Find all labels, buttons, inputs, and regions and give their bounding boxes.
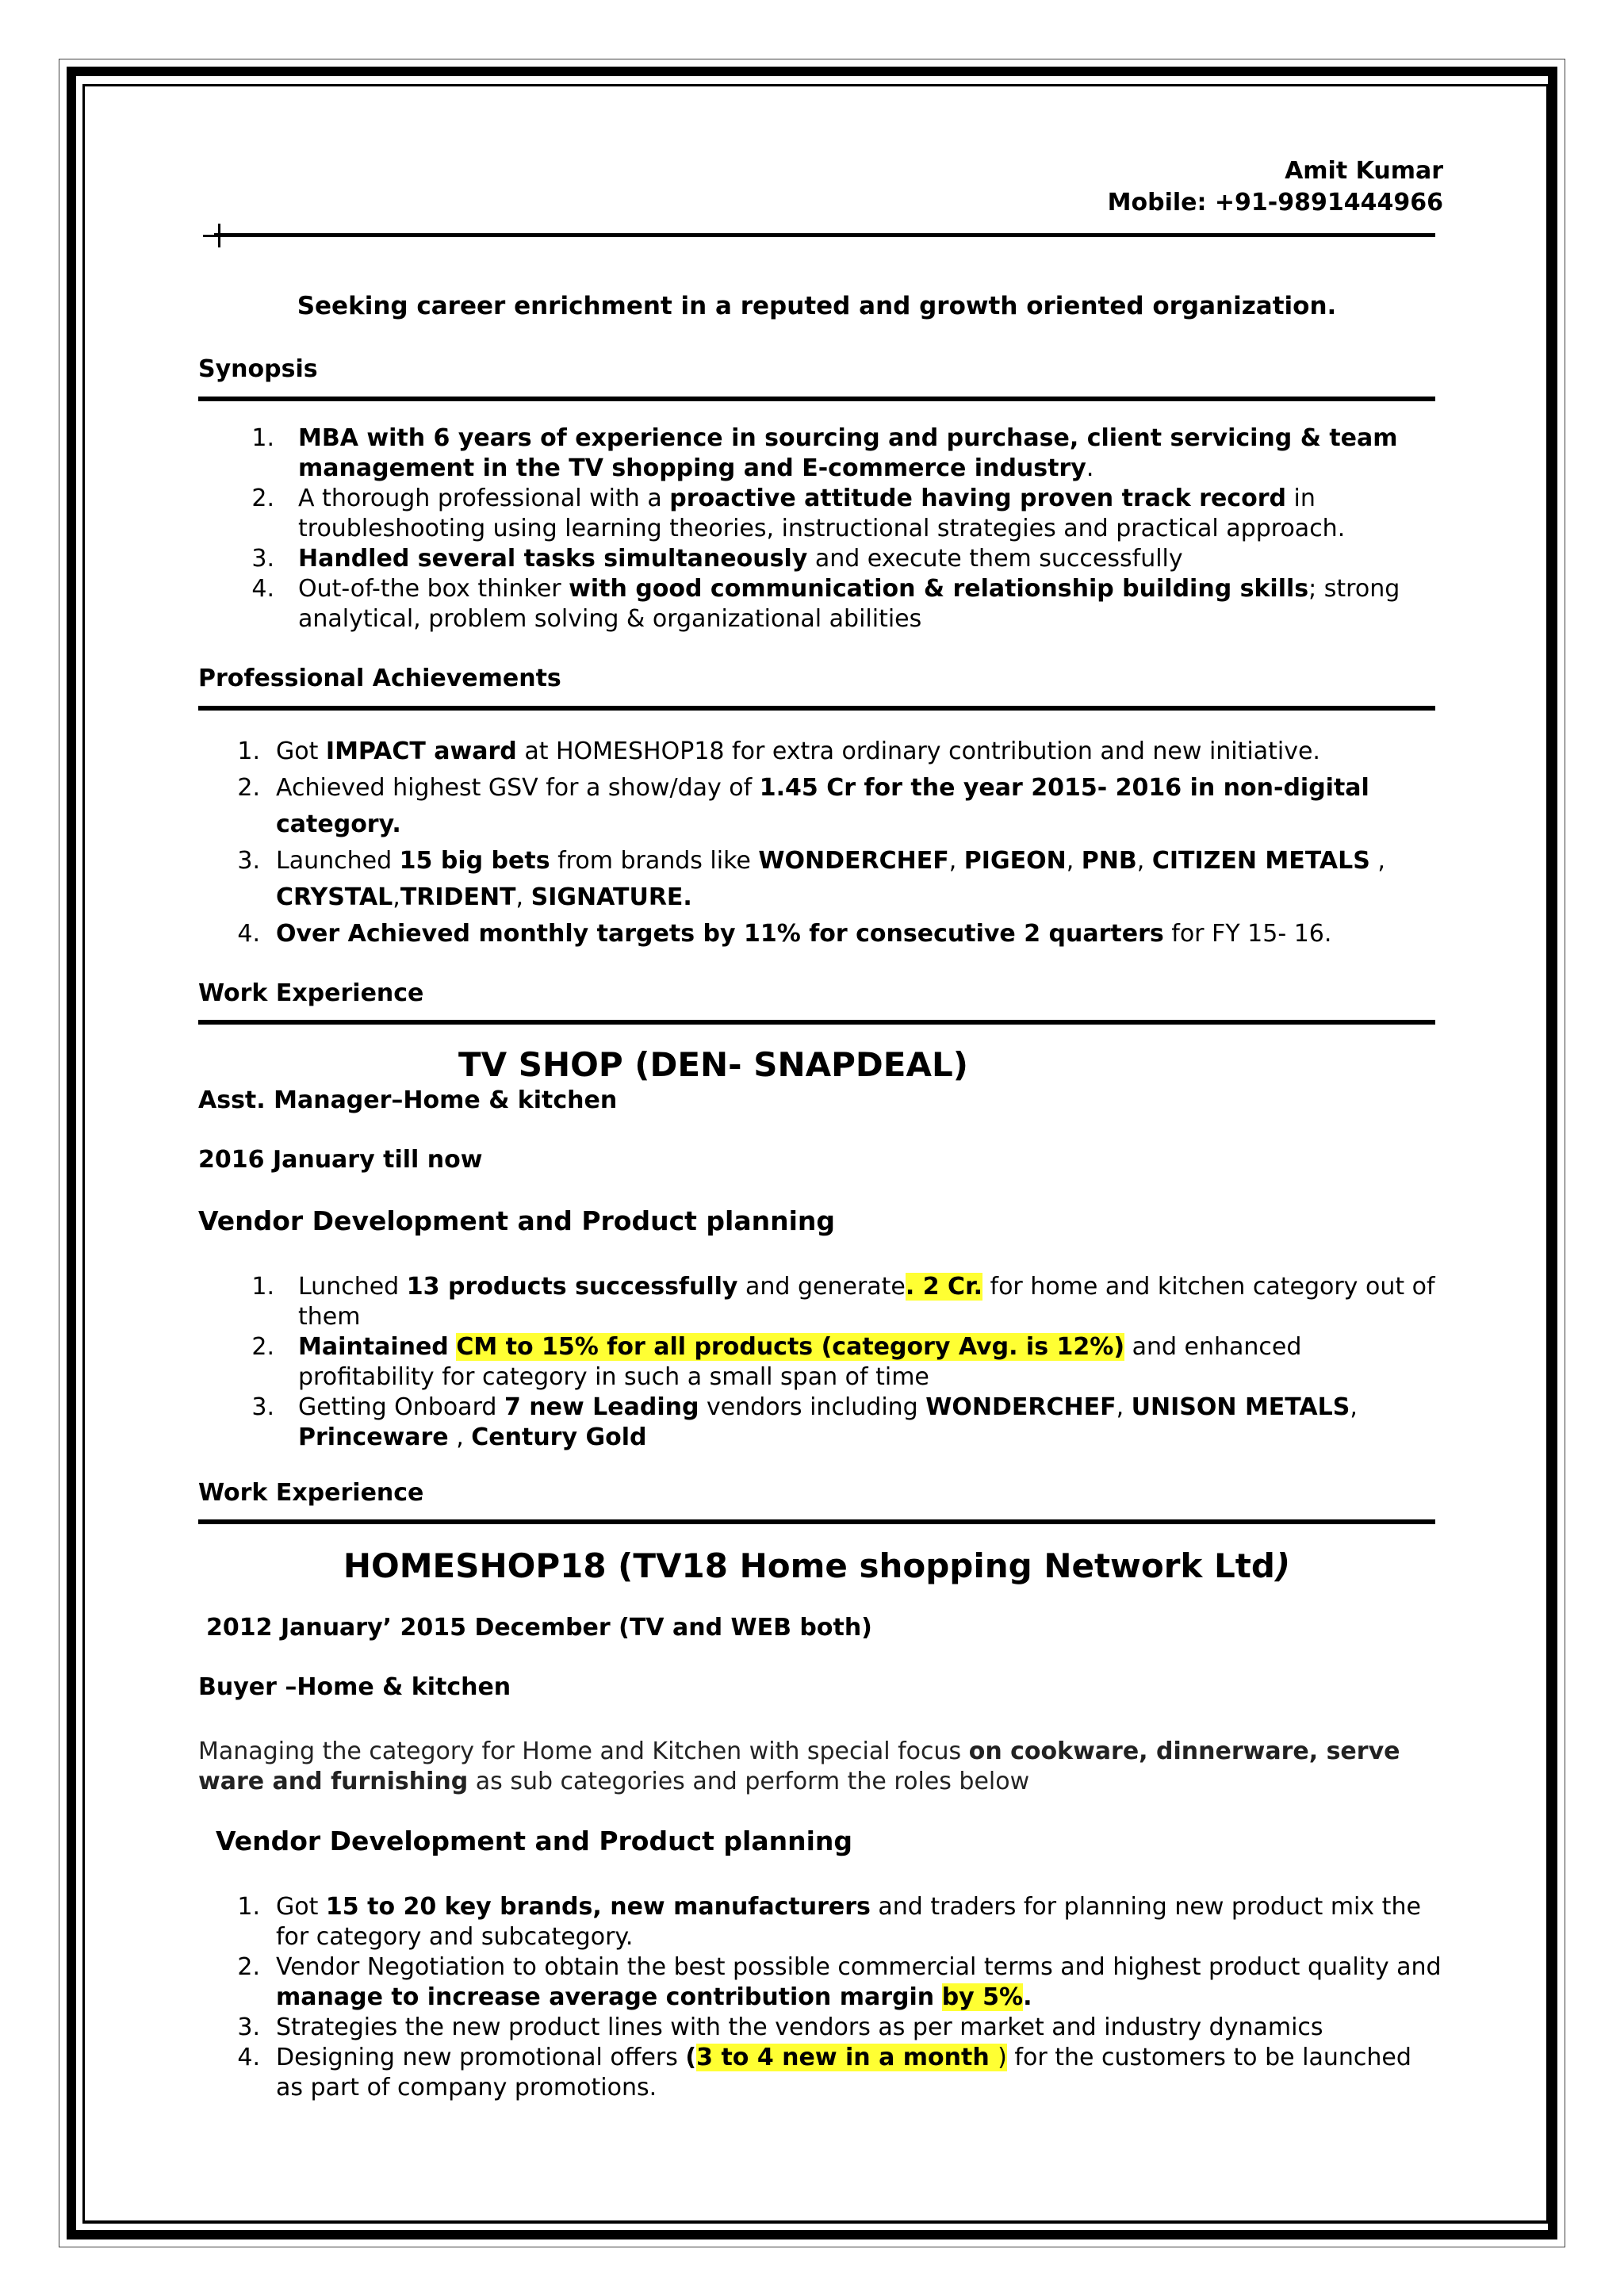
list-item-number: 2. xyxy=(251,1333,274,1361)
list-item xyxy=(237,2013,1442,2043)
text-run xyxy=(934,1983,942,2011)
list-item-number: 3. xyxy=(251,545,274,573)
text-run: Over Achieved monthly targets by 11% for consecutive 2 quarters xyxy=(276,920,1164,948)
list-item-number: 2. xyxy=(251,485,274,512)
text-run: for FY 15- 16. xyxy=(1163,920,1332,948)
text-run: from brands like xyxy=(550,847,759,875)
list-item-number: 2. xyxy=(237,774,260,802)
job-role-homeshop18: Buyer –Home & kitchen xyxy=(198,1673,511,1701)
text-run: for the customers to be launched as part of company promotions. xyxy=(276,2044,1411,2102)
text-run: WONDERCHEF xyxy=(925,1393,1116,1421)
text-run: , xyxy=(1116,1393,1132,1421)
text-run: Achieved highest GSV for a show/day of xyxy=(276,774,760,802)
work-experience-divider-1 xyxy=(198,1020,1435,1025)
text-run: for home and kitchen category out of them xyxy=(298,1273,1435,1331)
highlighted-text: 3 to 4 new in a month xyxy=(696,2044,998,2071)
text-run: CITIZEN METALS xyxy=(1151,847,1370,875)
list-item-number: 3. xyxy=(237,2013,260,2041)
subheading-tvshop: Vendor Development and Product planning xyxy=(198,1205,836,1236)
text-run: Handled several tasks simultaneously xyxy=(298,545,808,573)
text-run: , xyxy=(393,883,400,911)
list-item xyxy=(237,770,1442,843)
candidate-name: Amit Kumar xyxy=(1285,157,1443,185)
list-item xyxy=(251,574,1440,634)
list-item-number: 3. xyxy=(251,1393,274,1421)
text-run: UNISON METALS xyxy=(1131,1393,1350,1421)
list-item xyxy=(251,484,1440,544)
text-run: 15 big bets xyxy=(399,847,550,875)
achievements-list xyxy=(237,734,1442,952)
list-item-number: 1. xyxy=(251,1273,274,1301)
text-run: IMPACT award xyxy=(325,738,517,765)
work-experience-heading-1: Work Experience xyxy=(198,979,424,1007)
text-run: Designing new promotional offers xyxy=(276,2044,686,2071)
list-item-number: 1. xyxy=(251,424,274,452)
text-run: Maintained xyxy=(298,1333,449,1361)
text-run xyxy=(449,1333,457,1361)
text-run: Got xyxy=(276,1893,326,1921)
contact-header xyxy=(952,155,1443,219)
list-item xyxy=(237,734,1442,770)
subheading-homeshop18: Vendor Development and Product planning xyxy=(216,1826,853,1856)
text-run: with good communication & relationship building skills xyxy=(569,575,1309,603)
synopsis-list xyxy=(251,423,1440,634)
mobile-number: Mobile: +91-9891444966 xyxy=(1107,189,1443,216)
list-item xyxy=(237,916,1442,952)
list-item xyxy=(237,2043,1442,2103)
list-item xyxy=(237,1892,1442,1952)
text-run: , xyxy=(1136,847,1152,875)
list-item xyxy=(251,1272,1440,1332)
achievements-divider xyxy=(198,706,1435,711)
text-run: PIGEON xyxy=(963,847,1067,875)
text-run: proactive attitude having proven track record xyxy=(669,485,1286,512)
text-run: MBA with 6 years of experience in sourcing and purchase, client servicing & team management in the TV shopping and E-commerce industry xyxy=(298,424,1398,482)
highlighted-text: by 5% xyxy=(941,1983,1024,2011)
text-run: 1.45 Cr for the year 2015- 2016 in non-digital category. xyxy=(276,774,1369,838)
text-run: manage to increase average contribution margin xyxy=(276,1983,935,2011)
text-run: WONDERCHEF xyxy=(758,847,949,875)
company-name-homeshop18: HOMESHOP18 (TV18 Home shopping Network Ltd) xyxy=(343,1546,1291,1585)
job-dates-homeshop18: 2012 January’ 2015 December (TV and WEB both) xyxy=(206,1614,872,1642)
list-item-number: 1. xyxy=(237,1893,260,1921)
text-run: ( xyxy=(685,2044,697,2071)
highlighted-text: ) xyxy=(998,2044,1007,2071)
job-role-tvshop: Asst. Manager–Home & kitchen xyxy=(198,1086,618,1114)
text-run: Century Gold xyxy=(471,1423,647,1451)
text-run: and traders for planning new product mix the for category and subcategory. xyxy=(276,1893,1421,1951)
text-run: , xyxy=(515,883,531,911)
synopsis-heading: Synopsis xyxy=(198,355,318,383)
text-run: , xyxy=(448,1423,472,1451)
homeshop18-responsibilities-list xyxy=(237,1892,1442,2103)
text-run: as sub categories and perform the roles below xyxy=(468,1768,1030,1795)
text-run: . xyxy=(1023,1983,1032,2011)
text-run: and enhanced profitability for category in such a small span of time xyxy=(298,1333,1302,1391)
text-run: , xyxy=(1350,1393,1358,1421)
synopsis-divider xyxy=(198,397,1435,401)
highlighted-text: CM to 15% for all products (category Avg. is 12%) xyxy=(456,1333,1125,1361)
text-run: Princeware xyxy=(298,1423,449,1451)
header-divider xyxy=(214,233,1435,237)
text-run: at HOMESHOP18 for extra ordinary contribution and new initiative. xyxy=(516,738,1320,765)
list-item xyxy=(251,423,1440,484)
list-item xyxy=(251,544,1440,574)
text-run: SIGNATURE. xyxy=(530,883,692,911)
text-run: Lunched xyxy=(298,1273,407,1301)
list-item-number: 3. xyxy=(237,847,260,875)
work-experience-divider-2 xyxy=(198,1519,1435,1524)
text-run: on cookware, dinnerware, serve ware and furnishing xyxy=(198,1738,1400,1795)
list-item xyxy=(237,843,1442,916)
text-run: A thorough professional with a xyxy=(298,485,670,512)
job-dates-tvshop: 2016 January till now xyxy=(198,1146,483,1174)
text-run: in troubleshooting using learning theories, instructional strategies and practical approach. xyxy=(298,485,1346,542)
list-item-number: 1. xyxy=(237,738,260,765)
text-run: vendors including xyxy=(699,1393,926,1421)
text-run: , xyxy=(1066,847,1082,875)
text-run: Got xyxy=(276,738,326,765)
header-divider-tick-h xyxy=(203,235,235,237)
list-item-number: 4. xyxy=(237,2044,260,2071)
highlighted-text: . 2 Cr. xyxy=(905,1273,982,1301)
company-name-tvshop: TV SHOP (DEN- SNAPDEAL) xyxy=(458,1045,968,1084)
text-run: Launched xyxy=(276,847,400,875)
work-experience-heading-2: Work Experience xyxy=(198,1479,424,1507)
text-run: Vendor Negotiation to obtain the best possible commercial terms and highest product quality and xyxy=(276,1953,1442,1981)
career-objective: Seeking career enrichment in a reputed and growth oriented organization. xyxy=(297,292,1337,320)
text-run: and execute them successfully xyxy=(807,545,1183,573)
text-run: Managing the category for Home and Kitchen with special focus xyxy=(198,1738,969,1765)
role-description-homeshop18 xyxy=(198,1737,1435,1797)
text-run: , xyxy=(1369,847,1385,875)
text-run: 7 new Leading xyxy=(504,1393,699,1421)
list-item xyxy=(251,1332,1440,1393)
text-run: 15 to 20 key brands, new manufacturers xyxy=(325,1893,871,1921)
text-run: . xyxy=(1086,454,1094,482)
text-run: 13 products successfully xyxy=(406,1273,738,1301)
list-item-number: 4. xyxy=(251,575,274,603)
text-run: Out-of-the box thinker xyxy=(298,575,569,603)
achievements-heading: Professional Achievements xyxy=(198,665,561,692)
text-run: , xyxy=(948,847,964,875)
text-run: TRIDENT xyxy=(400,883,516,911)
tvshop-responsibilities-list xyxy=(251,1272,1440,1453)
text-run: ; strong analytical, problem solving & organizational abilities xyxy=(298,575,1400,633)
text-run: Getting Onboard xyxy=(298,1393,504,1421)
text-run: CRYSTAL xyxy=(276,883,393,911)
list-item-number: 4. xyxy=(237,920,260,948)
list-item xyxy=(237,1952,1442,2013)
text-run: PNB xyxy=(1081,847,1137,875)
text-run: Strategies the new product lines with the vendors as per market and industry dynamics xyxy=(276,2013,1323,2041)
text-run: and generate xyxy=(737,1273,906,1301)
list-item xyxy=(251,1393,1440,1453)
list-item-number: 2. xyxy=(237,1953,260,1981)
